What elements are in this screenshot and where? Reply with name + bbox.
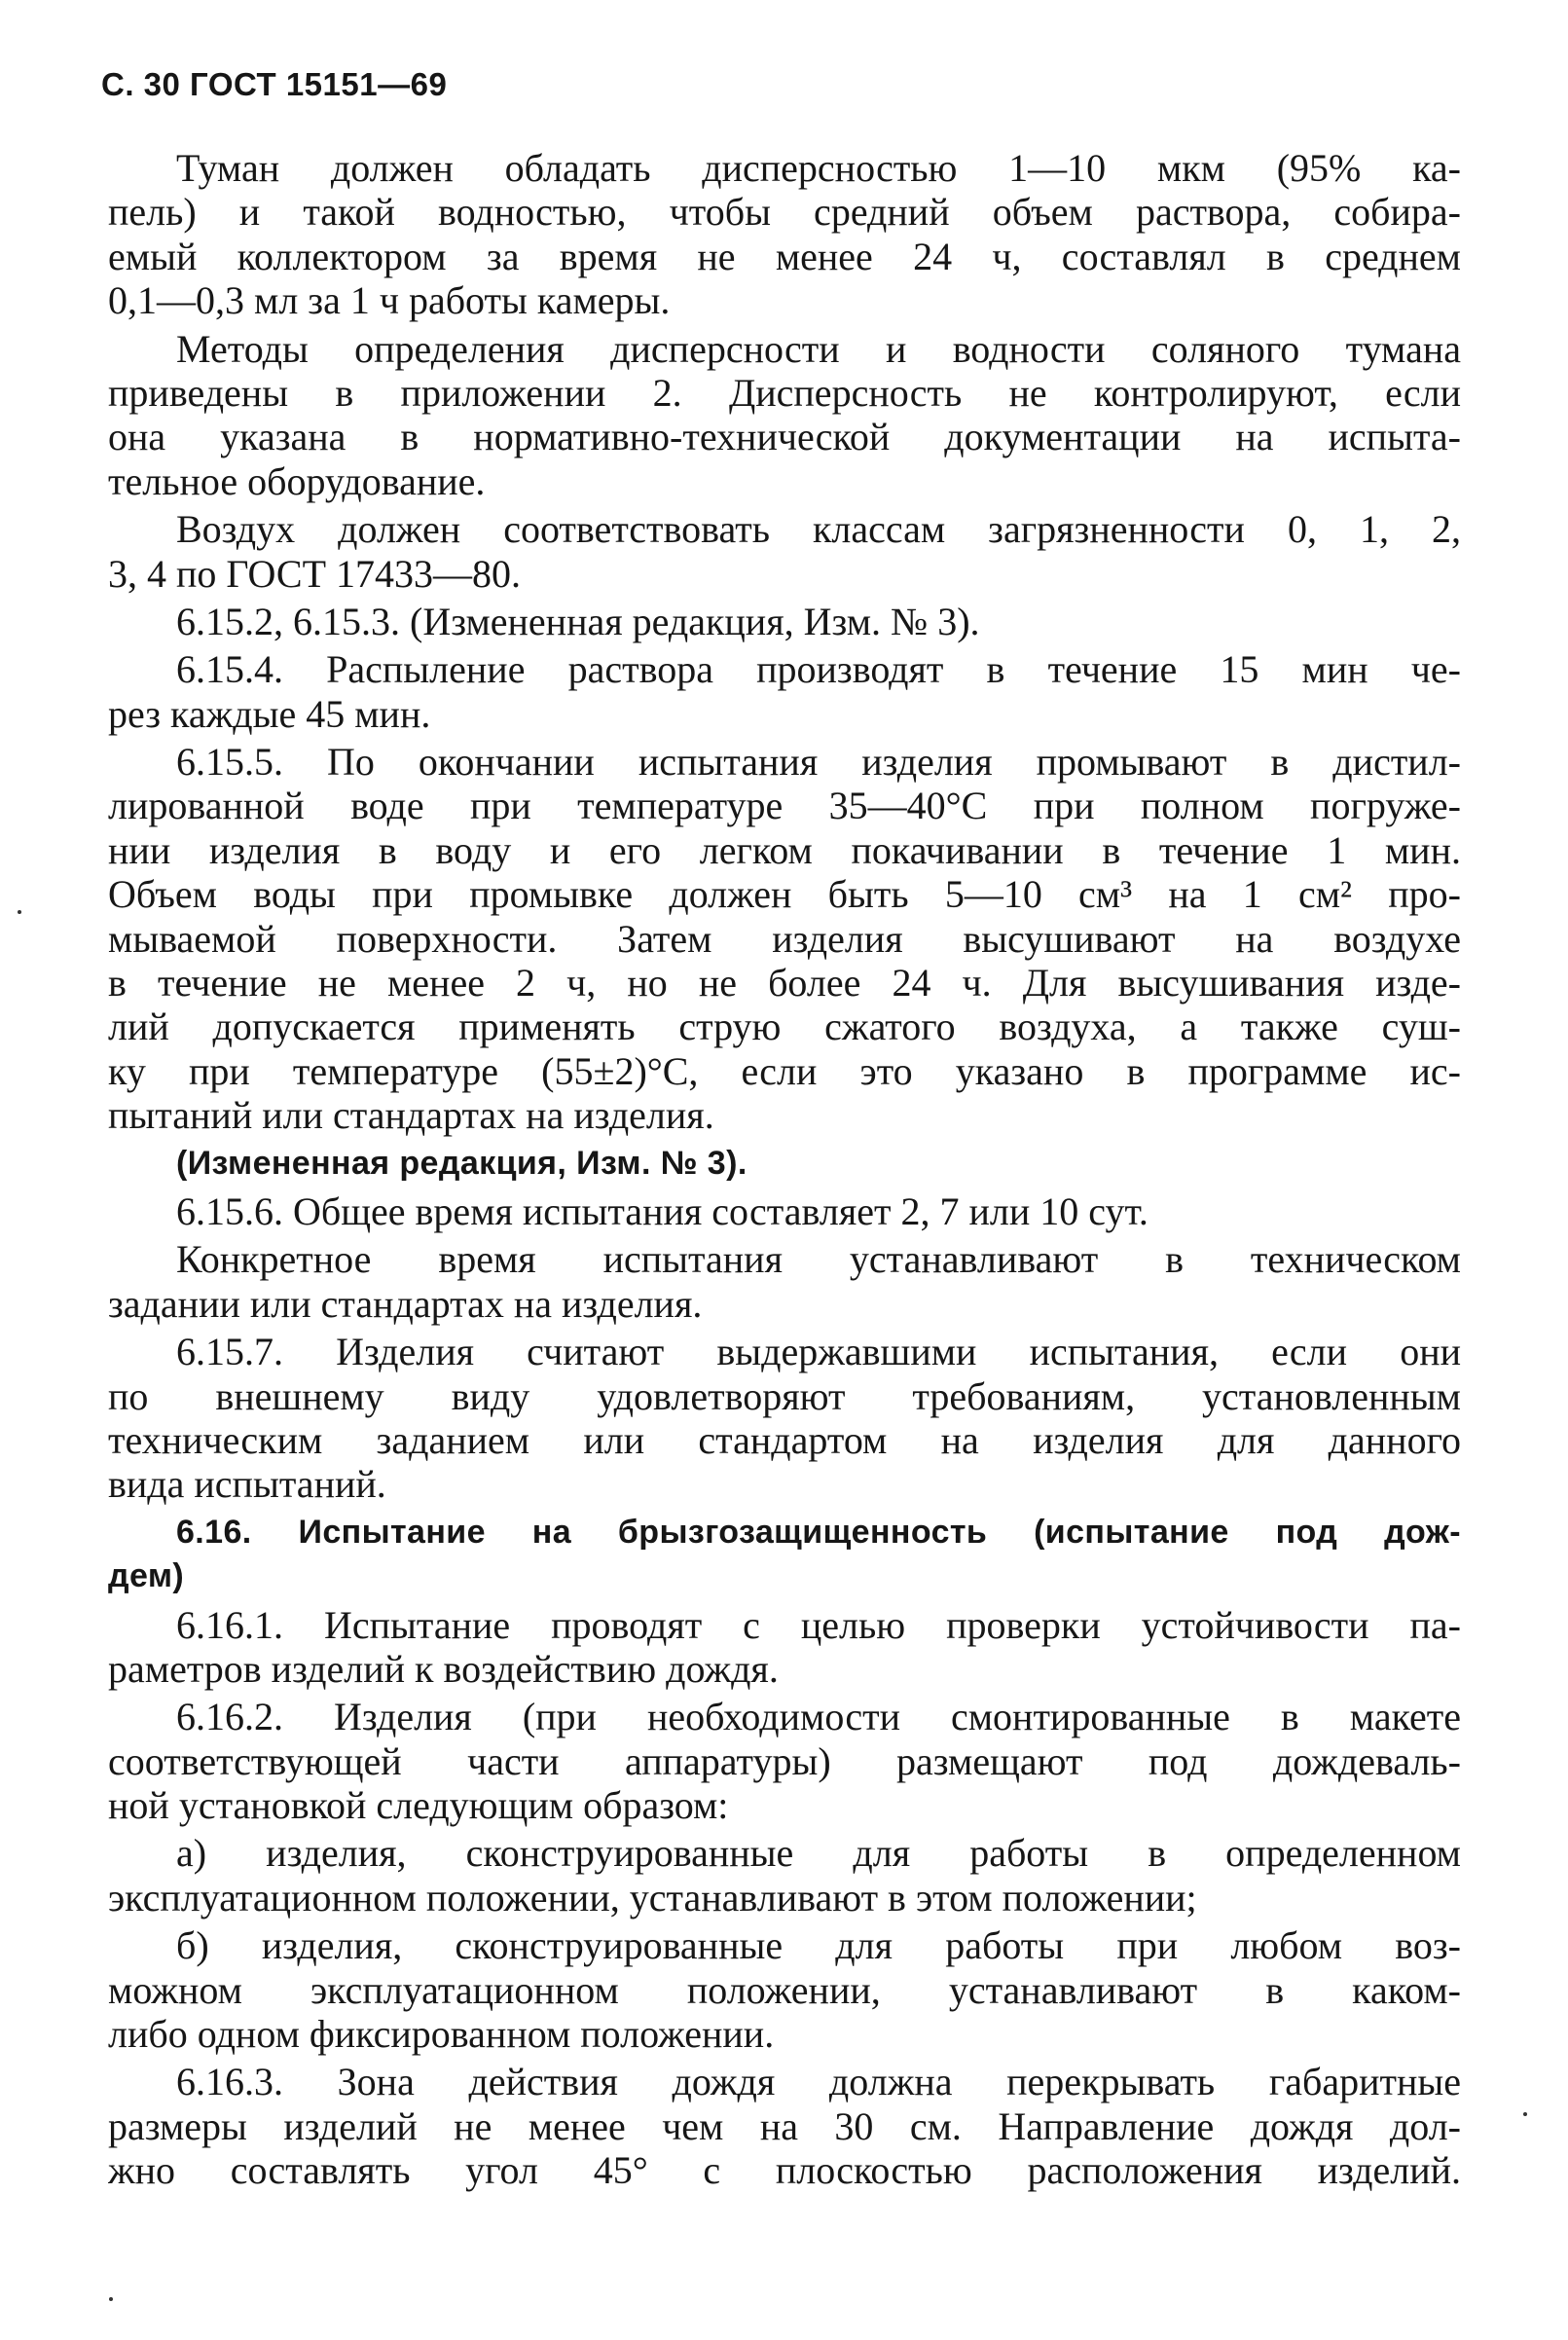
text-line: ку при температуре (55±2)°С, если это указано в программе ис- — [108, 1048, 1461, 1093]
text-line: емый коллектором за время не менее 24 ч, составлял в среднем — [108, 234, 1461, 278]
text-line: 6.16.1. Испытание проводят с целью проверки устойчивости па- — [176, 1602, 1461, 1647]
text-line: пель) и такой водностью, чтобы средний объем раствора, собира- — [108, 190, 1461, 235]
text-line: лий допускается применять струю сжатого воздуха, а также суш- — [108, 1005, 1461, 1049]
text-line: нии изделия в воду и его легком покачивании в течение 1 мин. — [108, 827, 1461, 872]
text-line: соответствующей части аппаратуры) размещают под дождеваль- — [108, 1738, 1461, 1783]
text-line: 6.15.2, 6.15.3. (Измененная редакция, Изм. № 3). — [176, 599, 980, 643]
text-line: 6.15.7. Изделия считают выдержавшими испытания, если они — [176, 1330, 1461, 1374]
running-head: С. 30 ГОСТ 15151—69 — [101, 66, 448, 102]
text-line: задании или стандартах на изделия. — [108, 1281, 703, 1326]
text-line: мываемой поверхности. Затем изделия высушивают на воздухе — [108, 916, 1461, 961]
text-line: 6.15.6. Общее время испытания составляет 2, 7 или 10 сут. — [176, 1188, 1149, 1233]
scan-speck — [1523, 2112, 1527, 2116]
text-line: 0,1—0,3 мл за 1 ч работы камеры. — [108, 278, 671, 323]
text-line: жно составлять угол 45° с плоскостью расположения изделий. — [108, 2148, 1461, 2193]
text-line: 6.16. Испытание на брызгозащищенность (испытание под дож- — [176, 1513, 1461, 1551]
scan-speck — [18, 910, 21, 914]
scan-speck — [109, 2297, 113, 2301]
text-line: по внешнему виду удовлетворяют требованиям, установленным — [108, 1373, 1461, 1418]
text-line: ной установкой следующим образом: — [108, 1783, 729, 1828]
text-line: б) изделия, сконструированные для работы при любом воз- — [176, 1923, 1461, 1968]
text-line: Воздух должен соответствовать классам загрязненности 0, 1, 2, — [176, 507, 1461, 552]
text-line: а) изделия, сконструированные для работы в определенном — [176, 1831, 1461, 1876]
text-line: дем) — [108, 1557, 185, 1595]
text-line: рез каждые 45 мин. — [108, 691, 431, 736]
text-line: в течение не менее 2 ч, но не более 24 ч. Для высушивания изде- — [108, 961, 1461, 1005]
text-line: эксплуатационном положении, устанавливают в этом положении; — [108, 1875, 1197, 1920]
text-line: Туман должен обладать дисперсностью 1—10 мкм (95% ка- — [176, 146, 1461, 190]
text-line: пытаний или стандартах на изделия. — [108, 1093, 714, 1138]
text-line: 6.16.2. Изделия (при необходимости смонтированные в макете — [176, 1695, 1461, 1739]
text-line: вида испытаний. — [108, 1462, 386, 1507]
text-line: она указана в нормативно-технической документации на испыта- — [108, 415, 1461, 459]
text-line: 3, 4 по ГОСТ 17433—80. — [108, 551, 522, 596]
text-line: лированной воде при температуре 35—40°С при полном погруже- — [108, 784, 1461, 828]
text-line: либо одном фиксированном положении. — [108, 2012, 775, 2057]
body-text — [108, 146, 1461, 2193]
text-line: 6.15.4. Распыление раствора производят в течение 15 мин че- — [176, 647, 1461, 692]
text-line: техническим заданием или стандартом на изделия для данного — [108, 1417, 1461, 1462]
text-line: Методы определения дисперсности и водности соляного тумана — [176, 326, 1461, 371]
text-line: приведены в приложении 2. Дисперсность не контролируют, если — [108, 370, 1461, 415]
text-line: раметров изделий к воздействию дождя. — [108, 1646, 779, 1691]
text-line: 6.16.3. Зона действия дождя должна перекрывать габаритные — [176, 2060, 1461, 2104]
text-line: Конкретное время испытания устанавливают в техническом — [176, 1237, 1461, 1282]
text-line: 6.15.5. По окончании испытания изделия промывают в дистил- — [176, 740, 1461, 785]
text-line: Объем воды при промывке должен быть 5—10 см³ на 1 см² про- — [108, 872, 1461, 917]
text-line: размеры изделий не менее чем на 30 см. Направление дождя дол- — [108, 2103, 1461, 2148]
text-line: можном эксплуатационном положении, устанавливают в каком- — [108, 1967, 1461, 2012]
text-line: (Измененная редакция, Изм. № 3). — [176, 1144, 748, 1182]
text-line: тельное оборудование. — [108, 458, 486, 503]
